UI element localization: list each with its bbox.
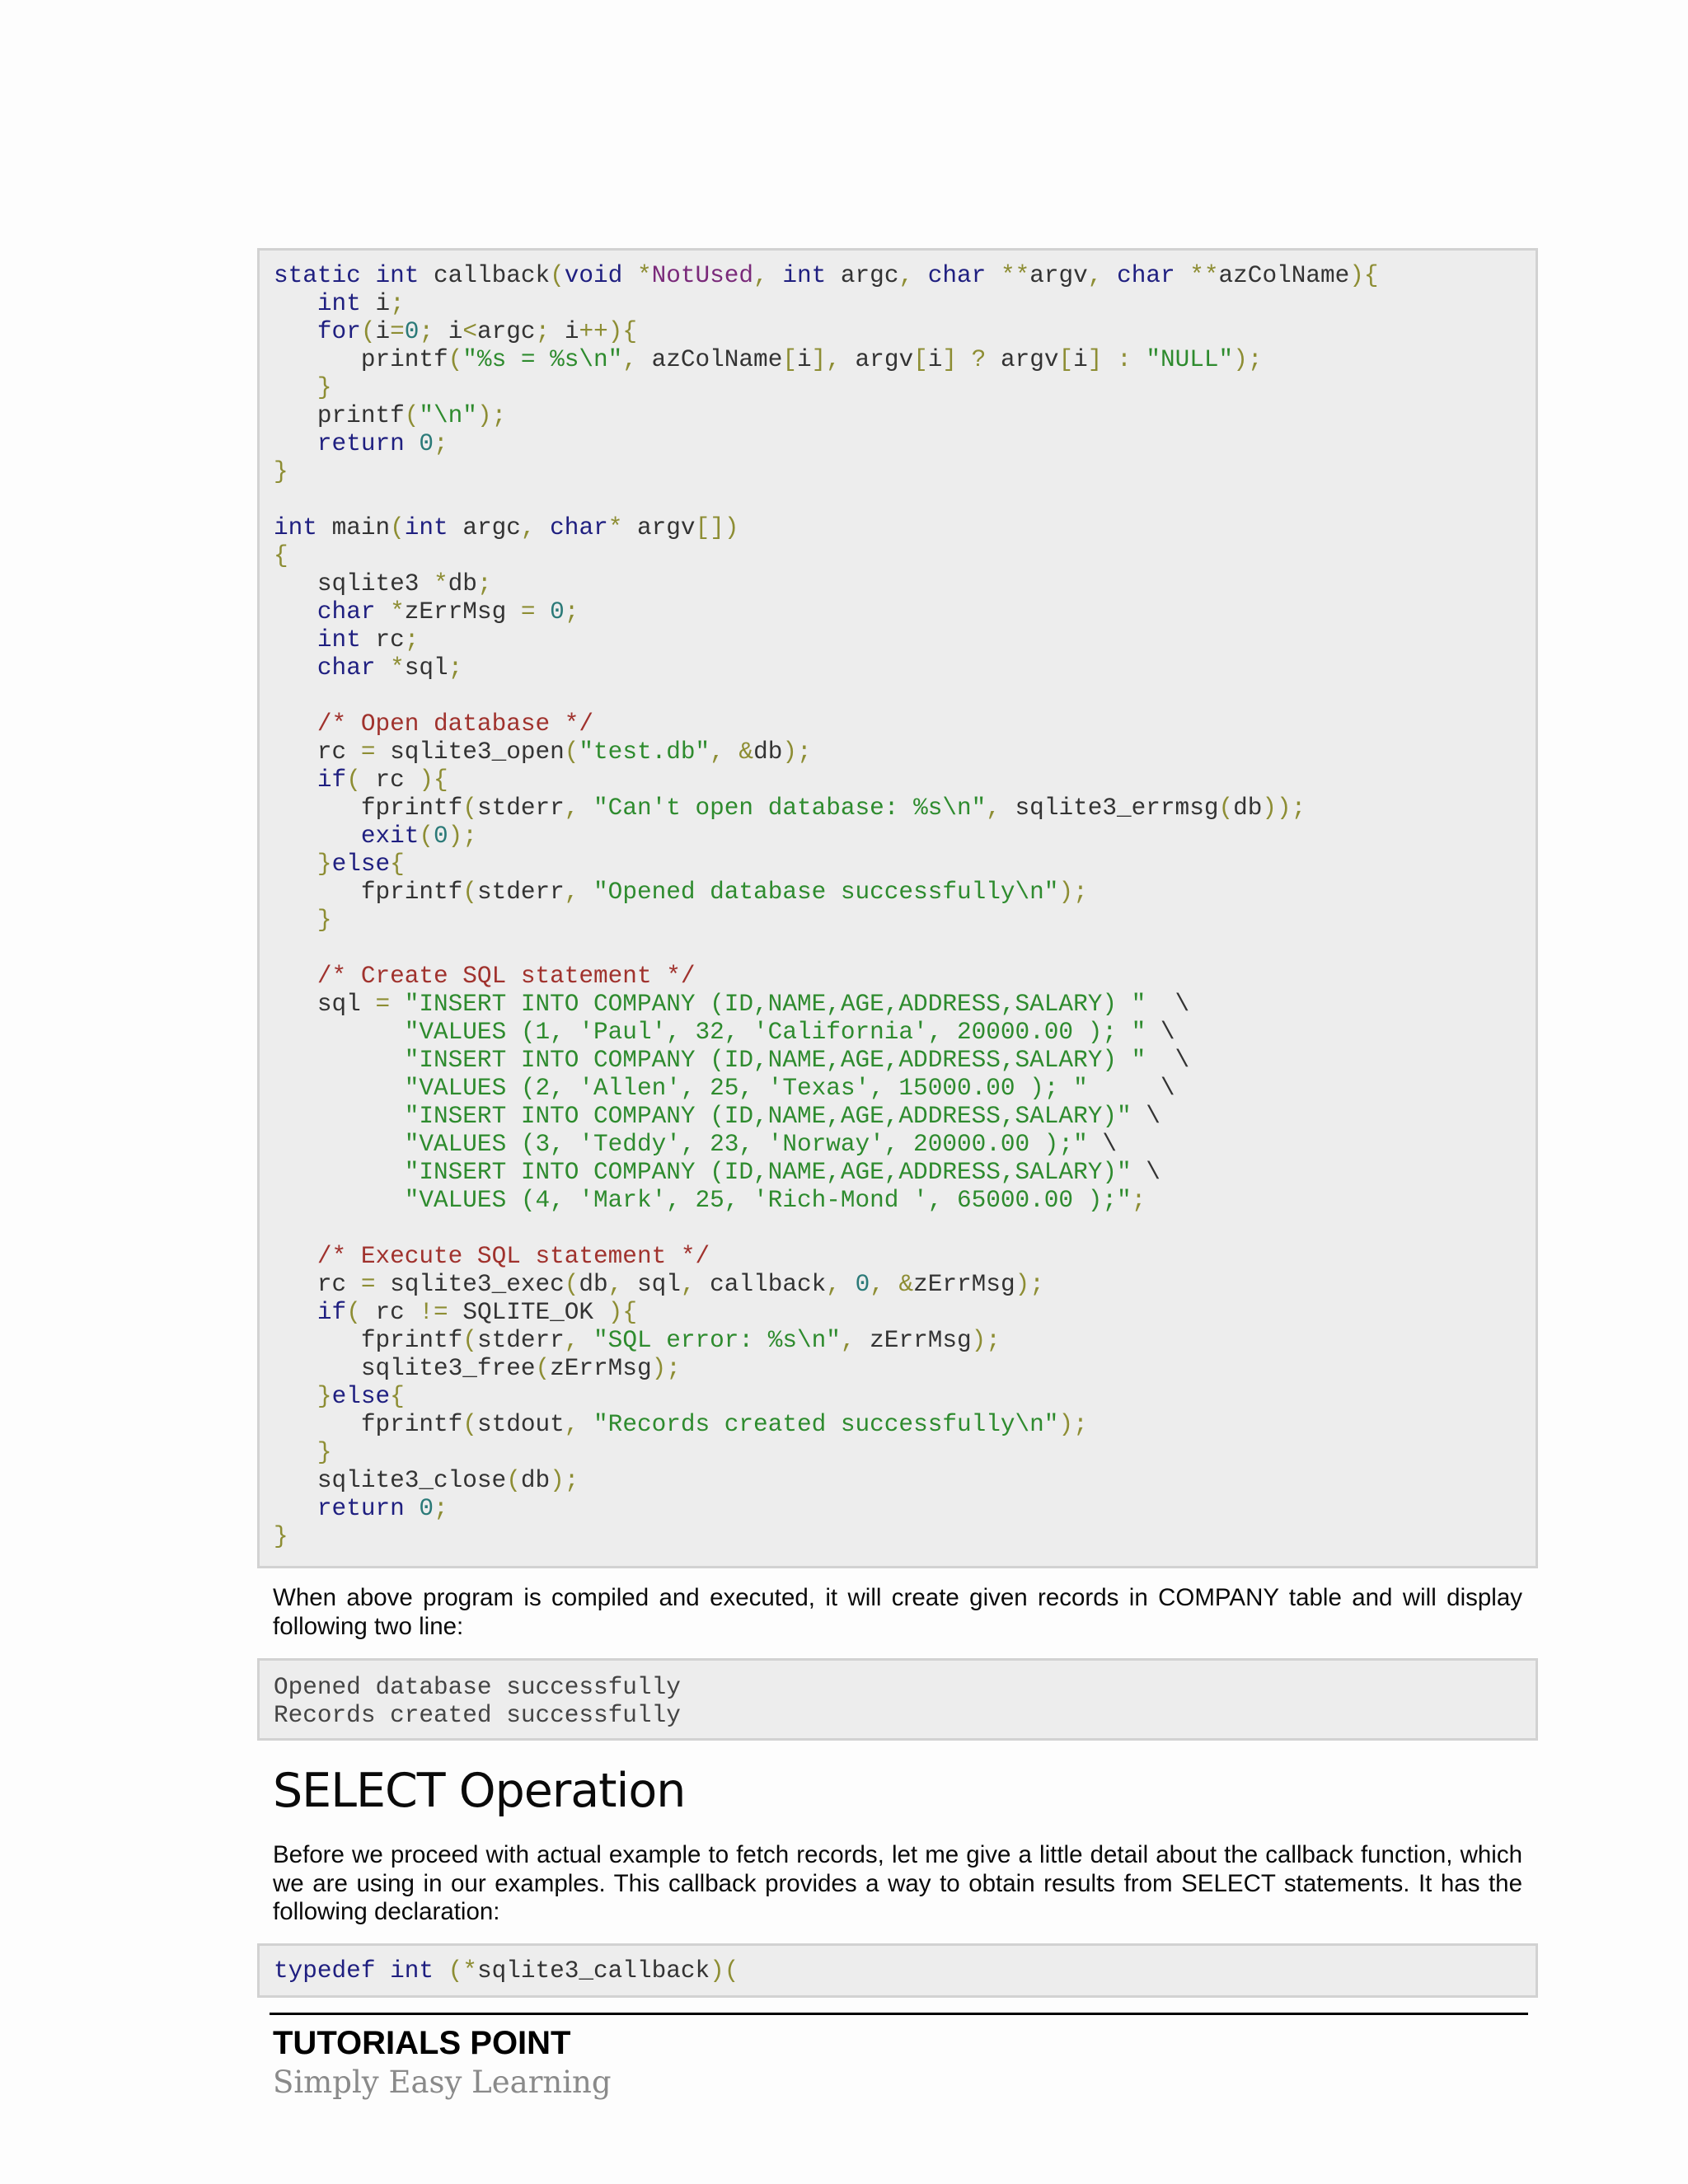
code-block-main [257,248,1538,1568]
code-line: "VALUES (3, 'Teddy', 23, 'Norway', 20000.00 );" \ [404,1131,1117,1158]
code-line: { [274,542,288,569]
callback-paragraph: Before we proceed with actual example to fetch records, let me give a little detail about the callback function, which we are using in our examples. This callback provides a way to obtain results from SELECT statements. It has the following declaration: [273,1841,1522,1925]
code-line: typedef int (*sqlite3_callback)( [274,1957,739,1985]
code-line: }else{ [274,851,405,878]
code-line: static int callback(void *NotUsed, int argc, char **argv, char **azColName){ [274,262,1379,289]
code-line: } [274,907,332,934]
code-line: "VALUES (2, 'Allen', 25, 'Texas', 15000.00 ); " \ [404,1075,1175,1102]
code-line: printf("%s = %s\n", azColName[i], argv[i] ? argv[i] : "NULL"); [274,346,1263,373]
section-heading: SELECT Operation [273,1764,686,1818]
code-line: } [274,1439,332,1466]
code-line: "INSERT INTO COMPANY (ID,NAME,AGE,ADDRESS,SALARY)" \ [404,1159,1160,1186]
footer-brand: TUTORIALS POINT [273,2025,571,2061]
code-line: fprintf(stderr, "Can't open database: %s\n", sqlite3_errmsg(db)); [274,794,1306,822]
code-line: int i; [316,290,405,317]
code-line: fprintf(stderr, "Opened database successfully\n"); [274,879,1088,906]
code-line: if( rc != SQLITE_OK ){ [316,1299,637,1326]
program-output [260,1661,1536,1730]
code-line: int rc; [316,626,420,654]
code-line: "VALUES (1, 'Paul', 32, 'California', 20000.00 ); " \ [404,1019,1175,1046]
code-line: "INSERT INTO COMPANY (ID,NAME,AGE,ADDRESS,SALARY)" \ [404,1103,1160,1130]
code-block-typedef [257,1943,1538,1998]
code-line: for(i=0; i<argc; i++){ [316,318,638,345]
code-line: char *sql; [316,654,463,682]
code-line: } [274,1523,288,1550]
code-line: return 0; [316,1495,448,1522]
code-line: rc = sqlite3_open("test.db", &db); [274,738,812,766]
code-line: if( rc ){ [316,766,448,794]
code-line: rc = sqlite3_exec(db, sql, callback, 0, &zErrMsg); [274,1271,1044,1298]
code-line: /* Create SQL statement */ [316,963,696,990]
code-line: fprintf(stderr, "SQL error: %s\n", zErrMsg); [274,1327,1001,1354]
code-line: sqlite3 *db; [274,570,492,598]
code-line: fprintf(stdout, "Records created successfully\n"); [274,1411,1088,1438]
code-line: /* Open database */ [316,710,594,738]
code-line: char *zErrMsg = 0; [316,598,579,626]
code-block-output [257,1658,1538,1741]
code-line: } [274,374,332,401]
code-line: /* Execute SQL statement */ [316,1243,710,1270]
code-line: "INSERT INTO COMPANY (ID,NAME,AGE,ADDRESS,SALARY) " \ [404,1047,1190,1074]
code-line: sqlite3_close(db); [274,1467,579,1494]
code-line: "VALUES (4, 'Mark', 25, 'Rich-Mond ', 65000.00 );"; [404,1187,1146,1214]
footer-divider [270,2013,1528,2015]
code-listing [260,251,1536,1551]
code-line: Records created successfully [274,1702,681,1729]
code-line: } [274,458,288,485]
code-line: sql = "INSERT INTO COMPANY (ID,NAME,AGE,ADDRESS,SALARY) " \ [274,991,1190,1018]
code-line: printf("\n"); [274,402,507,429]
typedef-listing [260,1946,1536,1985]
code-line: int main(int argc, char* argv[]) [274,514,739,541]
code-line: }else{ [274,1383,405,1410]
footer-tagline: Simply Easy Learning [273,2064,612,2100]
code-line: return 0; [316,430,448,457]
code-line: sqlite3_free(zErrMsg); [274,1355,681,1382]
explanation-paragraph: When above program is compiled and executed, it will create given records in COMPANY table and will display following two line: [273,1584,1522,1640]
code-line: exit(0); [360,823,477,850]
code-line: Opened database successfully [274,1674,681,1701]
